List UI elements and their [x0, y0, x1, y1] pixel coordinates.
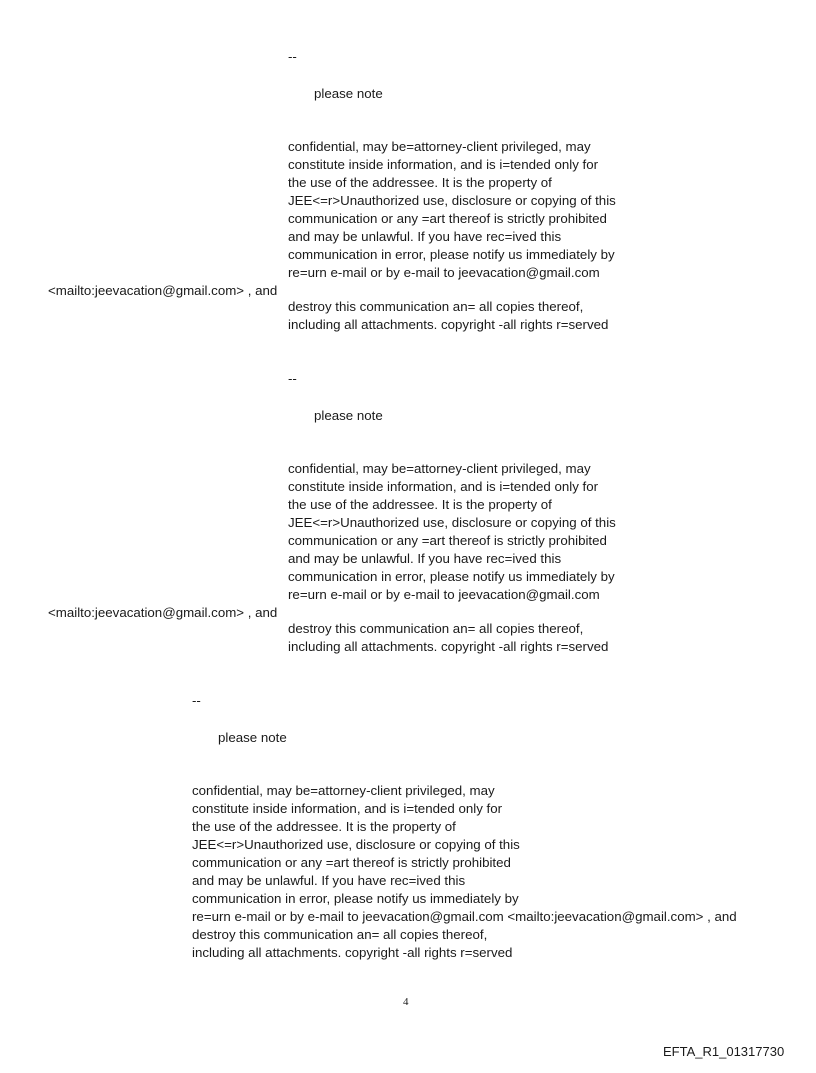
mailto-link[interactable]: <mailto:jeevacation@gmail.com> , and [48, 283, 278, 298]
text-line: and may be unlawful. If you have rec=ived this [288, 551, 562, 566]
text-line: the use of the addressee. It is the property of [192, 819, 456, 834]
text-line: destroy this communication an= all copies thereof, [288, 299, 584, 314]
notice-paragraph [288, 460, 616, 604]
notice-heading: please note [314, 86, 383, 101]
text-line: communication or any =art thereof is strictly prohibited [288, 533, 607, 548]
text-line: communication or any =art thereof is strictly prohibited [288, 211, 607, 226]
separator: -- [192, 693, 201, 708]
text-line: JEE<=r>Unauthorized use, disclosure or copying of this [288, 193, 616, 208]
text-line: re=urn e-mail or by e-mail to jeevacation@gmail.com [288, 265, 600, 280]
text-line: destroy this communication an= all copies thereof, [288, 621, 584, 636]
text-line: communication or any =art thereof is strictly prohibited [192, 855, 511, 870]
notice-closing [288, 620, 608, 656]
text-line: the use of the addressee. It is the property of [288, 175, 552, 190]
text-line: JEE<=r>Unauthorized use, disclosure or copying of this [288, 515, 616, 530]
notice-closing [288, 298, 608, 334]
notice-heading: please note [218, 730, 287, 745]
text-line: JEE<=r>Unauthorized use, disclosure or copying of this [192, 837, 520, 852]
text-line: constitute inside information, and is i=tended only for [288, 157, 599, 172]
text-line: confidential, may be=attorney-client privileged, may [192, 783, 495, 798]
text-line: destroy this communication an= all copies thereof, [192, 927, 488, 942]
notice-heading: please note [314, 408, 383, 423]
separator: -- [288, 49, 297, 64]
notice-paragraph [288, 138, 616, 282]
notice-paragraph [192, 782, 737, 962]
text-line: communication in error, please notify us immediately by [288, 569, 615, 584]
document-id: EFTA_R1_01317730 [663, 1044, 785, 1059]
text-line: communication in error, please notify us immediately by [288, 247, 615, 262]
separator: -- [288, 371, 297, 386]
text-line: including all attachments. copyright -all rights r=served [288, 639, 609, 654]
text-line: including all attachments. copyright -all rights r=served [288, 317, 609, 332]
text-line: and may be unlawful. If you have rec=ived this [192, 873, 466, 888]
text-line: constitute inside information, and is i=tended only for [192, 801, 503, 816]
text-line: the use of the addressee. It is the property of [288, 497, 552, 512]
text-line: and may be unlawful. If you have rec=ived this [288, 229, 562, 244]
text-line: confidential, may be=attorney-client privileged, may [288, 461, 591, 476]
text-line: including all attachments. copyright -all rights r=served [192, 945, 513, 960]
text-line: confidential, may be=attorney-client privileged, may [288, 139, 591, 154]
mailto-link[interactable]: <mailto:jeevacation@gmail.com> , and [48, 605, 278, 620]
text-line-with-mailto: re=urn e-mail or by e-mail to jeevacation@gmail.com <mailto:jeevacation@gmail.com> , and [192, 909, 737, 924]
text-line: communication in error, please notify us immediately by [192, 891, 519, 906]
page-number: 4 [403, 996, 409, 1008]
text-line: re=urn e-mail or by e-mail to jeevacation@gmail.com [288, 587, 600, 602]
text-line: constitute inside information, and is i=tended only for [288, 479, 599, 494]
